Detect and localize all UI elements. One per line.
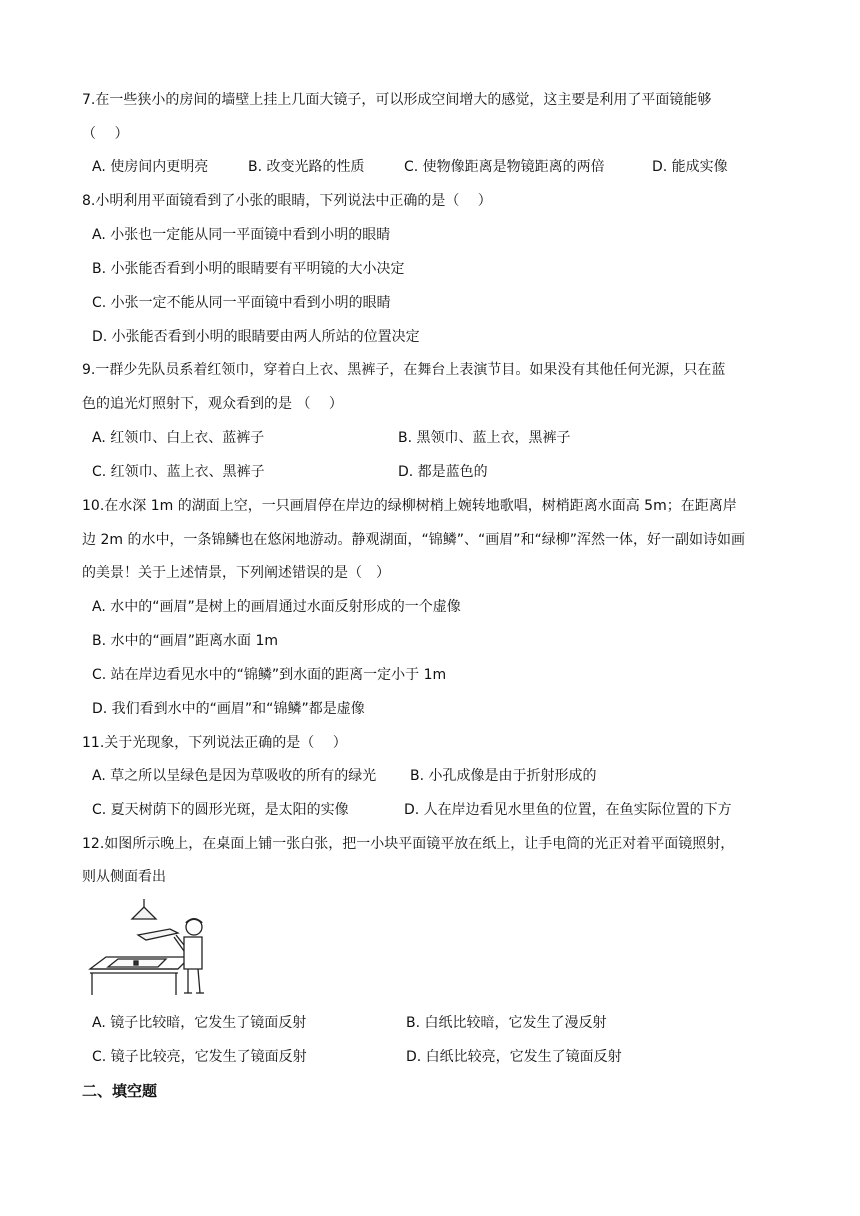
q9-option-b: B. 黑领巾、蓝上衣，黑裤子 bbox=[398, 430, 571, 446]
q10-option-b: B. 水中的“画眉”距离水面 1m bbox=[92, 633, 279, 649]
q10-option-d: D. 我们看到水中的“画眉”和“锦鳞”都是虚像 bbox=[92, 701, 365, 717]
q8-option-b: B. 小张能否看到小明的眼睛要有平明镜的大小决定 bbox=[92, 261, 405, 277]
q8-option-d: D. 小张能否看到小明的眼睛要由两人所站的位置决定 bbox=[92, 329, 420, 345]
q9-option-c: C. 红领巾、蓝上衣、黑裤子 bbox=[92, 464, 265, 480]
q8-option-a: A. 小张也一定能从同一平面镜中看到小明的眼睛 bbox=[92, 227, 391, 243]
q9-stem-line1: 9.一群少先队员系着红领巾，穿着白上衣、黑裤子，在舞台上表演节目。如果没有其他任何光源，只在蓝 bbox=[82, 362, 726, 378]
q9-stem-line2: 色的追光灯照射下，观众看到的是 （ ） bbox=[82, 396, 343, 412]
q11-option-c: C. 夏天树荫下的圆形光斑，是太阳的实像 bbox=[92, 802, 349, 818]
q10-stem-line1: 10.在水深 1m 的湖面上空，一只画眉停在岸边的绿柳树梢上婉转地歌唱，树梢距离水面高 5m；在距离岸 bbox=[82, 498, 737, 514]
q12-stem-line2: 则从侧面看出 bbox=[82, 869, 166, 885]
q7-stem-line2: （ ） bbox=[82, 126, 129, 142]
q11-option-b: B. 小孔成像是由于折射形成的 bbox=[410, 768, 597, 784]
q7-option-c: C. 使物像距离是物镜距离的两倍 bbox=[404, 159, 605, 175]
flashlight-mirror-figure bbox=[86, 897, 210, 997]
q10-option-a: A. 水中的“画眉”是树上的画眉通过水面反射形成的一个虚像 bbox=[92, 599, 461, 615]
q12-option-d: D. 白纸比较亮，它发生了镜面反射 bbox=[406, 1049, 622, 1065]
q8-stem: 8.小明利用平面镜看到了小张的眼睛，下列说法中正确的是（ ） bbox=[82, 193, 492, 209]
q12-option-b: B. 白纸比较暗，它发生了漫反射 bbox=[406, 1015, 607, 1031]
q11-option-d: D. 人在岸边看见水里鱼的位置，在鱼实际位置的下方 bbox=[404, 802, 732, 818]
q10-option-c: C. 站在岸边看见水中的“锦鳞”到水面的距离一定小于 1m bbox=[92, 667, 447, 683]
section-heading-fill-in: 二、填空题 bbox=[82, 1082, 158, 1100]
q11-option-a: A. 草之所以呈绿色是因为草吸收的所有的绿光 bbox=[92, 768, 377, 784]
q11-stem: 11.关于光现象，下列说法正确的是（ ） bbox=[82, 735, 347, 751]
q8-option-c: C. 小张一定不能从同一平面镜中看到小明的眼睛 bbox=[92, 295, 391, 311]
q7-option-d: D. 能成实像 bbox=[652, 159, 728, 175]
figure-drawing bbox=[86, 897, 210, 997]
q10-stem-line3: 的美景！关于上述情景，下列阐述错误的是（ ） bbox=[82, 565, 390, 581]
q7-option-b: B. 改变光路的性质 bbox=[248, 159, 365, 175]
q7-stem-line1: 7.在一些狭小的房间的墙壁上挂上几面大镜子，可以形成空间增大的感觉，这主要是利用了平面镜能够 bbox=[82, 92, 712, 108]
q10-stem-line2: 边 2m 的水中，一条锦鳞也在悠闲地游动。静观湖面，“锦鳞”、“画眉”和“绿柳”浑然一体，好一副如诗如画 bbox=[82, 532, 745, 548]
q9-option-a: A. 红领巾、白上衣、蓝裤子 bbox=[92, 430, 265, 446]
q7-option-a: A. 使房间内更明亮 bbox=[92, 159, 209, 175]
q12-option-a: A. 镜子比较暗，它发生了镜面反射 bbox=[92, 1015, 307, 1031]
q12-stem-line1: 12.如图所示晚上，在桌面上铺一张白张，把一小块平面镜平放在纸上，让手电筒的光正对着平面镜照射， bbox=[82, 836, 735, 852]
q9-option-d: D. 都是蓝色的 bbox=[398, 464, 488, 480]
q12-option-c: C. 镜子比较亮，它发生了镜面反射 bbox=[92, 1049, 307, 1065]
